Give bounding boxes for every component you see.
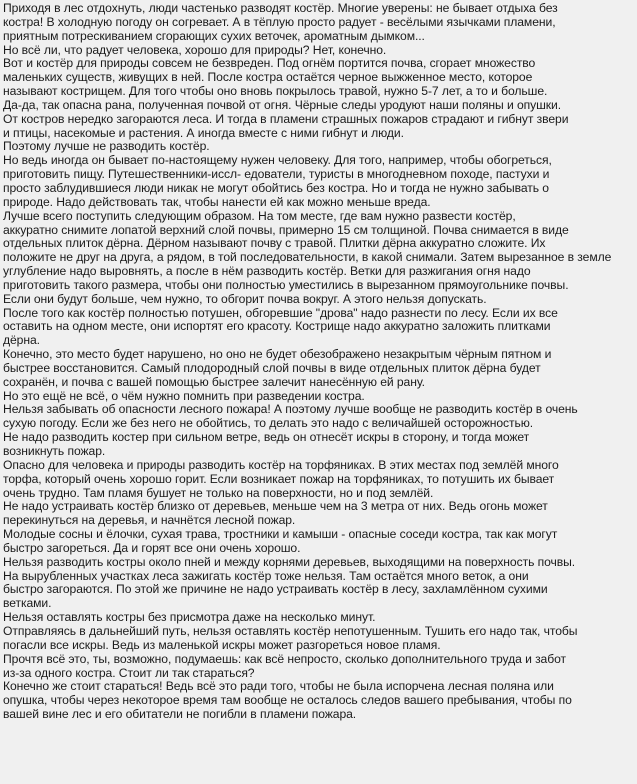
paragraph-extinguish: Отправляясь в дальнейший путь, нельзя оставлять костёр непотушенным. Тушить его надо так, чтобы погасли все искры. Ведь из маленькой искры может разгореться новое пламя.	[3, 623, 578, 652]
paragraph-intro: Приходя в лес отдохнуть, люди частенько разводят костёр. Многие уверены: не бывает отдыха без костра! В холодную погоду он согревает. А в тёплую просто радует - весёлыми язычками пламени, приятным потрескиванием сгорающих сухих веточек, ароматным дымком...	[3, 1, 558, 43]
paragraph-stumps: Нельзя разводить костры около пней и между корнями деревьев, выходящими на поверхность почвы.	[3, 554, 576, 569]
paragraph-not-all: Но это ещё не всё, о чём нужно помнить при разведении костра.	[3, 388, 365, 403]
paragraph-final: Конечно же стоит стараться! Ведь всё это ради того, чтобы не была испорчена лесная поляна или опушка, чтобы через некоторое время там вообще не осталось следов вашего пребывания, чтобы по вашей вине лес и его обитатели не погибли в пламени пожара.	[3, 679, 572, 722]
paragraph-unattended: Нельзя оставлять костры без присмотра даже на несколько минут.	[3, 610, 376, 625]
paragraph-trees: Не надо устраивать костёр близко от деревьев, меньше чем на 3 метра от них. Ведь огонь может перекинуться на деревья, и начнётся лесной пожар.	[3, 499, 548, 528]
paragraph-reflection: Прочтя всё это, ты, возможно, подумаешь: как всё непросто, сколько дополнительного труда и забот из-за одного костра. Стоит ли так стараться?	[3, 651, 566, 680]
paragraph-harm: Вот и костёр для природы совсем не безвреден. Под огнём портится почва, сгорает множество маленьких существ, живущих в ней. После костра остаётся черное выжженное место, которое называют кострищем. Для того чтобы оно вновь покрылось травой, нужно 5-7 лет, а то и больше.	[3, 56, 548, 99]
paragraph-need: Но ведь иногда он бывает по-настоящему нужен человеку. Для того, например, чтобы обогреться, приготовить пищу. Путешественники-иссл- едователи, туристы в многодневном походе, пастухи и просто заблудившиеся люди никак не могут обойтись без костра. Но и тогда не нужно забывать о природе. Надо действовать так, чтобы нанести ей как можно меньше вреда.	[3, 153, 552, 209]
paragraph-method: Лучше всего поступить следующим образом. На том месте, где вам нужно развести костёр, аккуратно снимите лопатой верхний слой почвы, примерно 15 см толщиной. Почва снимается в виде отдельных плиток дёрна. Дёрном называют почву с травой. Плитки дёрна аккуратно сложите. Их положите не друг на друга, а рядом, в той последовательности, в какой снимали. Затем вырезанное в земле углубление надо выровнять, а после в нём разводить костёр. Ветки для разжигания огня надо приготовить такого размера, чтобы они полностью уместились в вырезанном прямоугольнике почвы. Если они будут больше, чем нужно, то обгорит почва вокруг. А этого нельзя допускать.	[3, 208, 612, 306]
paragraph-conclusion-1: Поэтому лучше не разводить костёр.	[3, 139, 210, 154]
paragraph-question: Но всё ли, что радует человека, хорошо для природы? Нет, конечно.	[3, 42, 387, 57]
paragraph-wound: Да-да, так опасна рана, полученная почвой от огня. Чёрные следы уродуют наши поляны и опушки.	[3, 97, 562, 112]
paragraph-restoration: Конечно, это место будет нарушено, но оно не будет обезображено незакрытым чёрным пятном и быстрее восстановится. Самый плодородный слой почвы в виде отдельных плиток дёрна будет сохранён, и почва с вашей помощью быстрее залечит нанесённую ей рану.	[3, 347, 552, 389]
paragraph-peat: Опасно для человека и природы разводить костёр на торфяниках. В этих местах под землёй много торфа, который очень хорошо горит. Если возникает пожар на торфяниках, то потушить их бывает очень трудно. Там пламя бушует не только на поверхности, но и под землёй.	[3, 457, 559, 500]
paragraph-forest-fires: От костров нередко загораются леса. И тогда в пламени страшных пожаров страдают и гибнут звери и птицы, насекомые и растения. А иногда вместе с ними гибнут и люди.	[3, 111, 569, 140]
paragraph-fire-danger: Нельзя забывать об опасности лесного пожара! А поэтому лучше вообще не разводить костёр в очень сухую погоду. Если же без него не обойтись, то делать это надо с величайшей осторожностью.	[3, 402, 578, 431]
paragraph-wind: Не надо разводить костер при сильном ветре, ведь он отнесёт искры в сторону, и тогда может возникнуть пожар.	[3, 430, 530, 458]
paragraph-after-fire: После того как костёр полностью потушен, обгоревшие "дрова" надо разнести по лесу. Если их все оставить на одном месте, они испортят его красоту. Кострище надо аккуратно заложить плитками дёрна.	[3, 305, 558, 348]
paragraph-clearings: На вырубленных участках леса зажигать костёр тоже нельзя. Там остаётся много веток, а они быстро загораются. По этой же причине не надо устраивать костёр в лесу, захламлённом сухими ветками.	[3, 568, 548, 611]
paragraph-young-pines: Молодые сосны и ёлочки, сухая трава, тростники и камыши - опасные соседи костра, так как могут быстро загореться. Да и горят все они очень хорошо.	[3, 527, 558, 555]
